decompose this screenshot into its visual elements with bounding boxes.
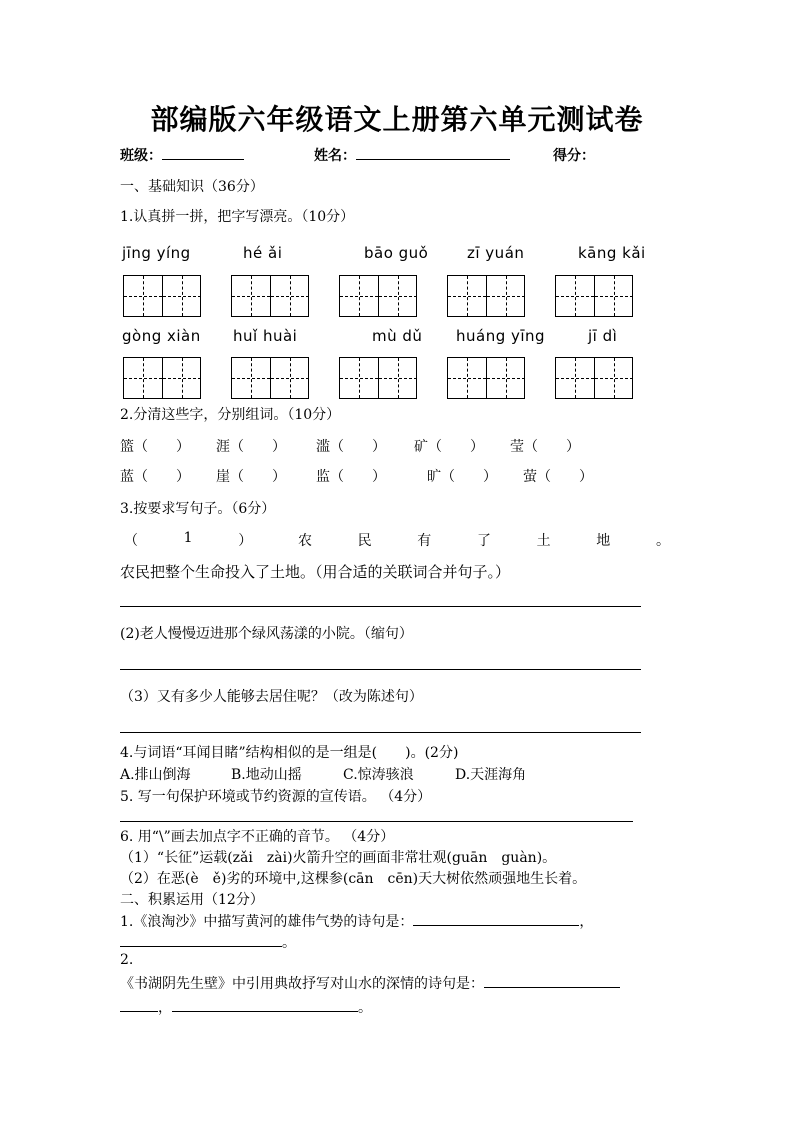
q3-sentence3: （3）又有多少人能够去居住呢？（改为陈述句） bbox=[120, 689, 423, 705]
q4-option: D.天涯海角 bbox=[455, 767, 527, 783]
word-item: 蓝（ ） bbox=[120, 469, 190, 485]
sentence-char: 1 bbox=[183, 530, 193, 546]
answer-line[interactable] bbox=[120, 821, 633, 822]
pinyin-label: huáng yīng bbox=[456, 327, 546, 345]
writing-grid[interactable] bbox=[447, 357, 525, 399]
sentence-char: 民 bbox=[357, 533, 372, 549]
q6-item2: （2）在恶(è ě)劣的环境中,这棵参(cān cēn)天大树依然顽强地生长着。 bbox=[120, 871, 587, 887]
name-label: 姓名： bbox=[314, 148, 356, 164]
sentence-char: 有 bbox=[417, 533, 432, 549]
q3-sentence2: (2)老人慢慢迈进那个绿风荡漾的小院。（缩句） bbox=[120, 626, 413, 642]
writing-grid[interactable] bbox=[231, 357, 309, 399]
s2-q1-prompt: 1.《浪淘沙》中描写黄河的雄伟气势的诗句是： bbox=[120, 914, 414, 930]
sentence-char: ） bbox=[238, 533, 253, 549]
word-item: 矿（ ） bbox=[414, 439, 484, 455]
pinyin-label: gòng xiàn bbox=[122, 327, 201, 345]
answer-line[interactable] bbox=[120, 669, 641, 670]
section1-heading: 一、基础知识（36分） bbox=[120, 179, 264, 195]
page-title: 部编版六年级语文上册第六单元测试卷 bbox=[150, 103, 644, 136]
section2-q1-cont bbox=[120, 932, 296, 952]
q4-prompt: 4.与词语“耳闻目睹”结构相似的是一组是( )。(2分) bbox=[120, 745, 459, 761]
word-item: 篮（ ） bbox=[120, 439, 190, 455]
sentence-char: 。 bbox=[655, 533, 670, 549]
word-item: 滥（ ） bbox=[316, 439, 386, 455]
sentence-char: （ bbox=[124, 533, 138, 549]
word-item: 监（ ） bbox=[316, 469, 386, 485]
section2-q2-cont bbox=[120, 997, 372, 1017]
class-field bbox=[120, 145, 244, 165]
q6-item1: （1）“长征”运载(zǎi zài)火箭升空的画面非常壮观(guān guàn)。 bbox=[120, 850, 557, 866]
word-item: 涯（ ） bbox=[216, 439, 286, 455]
word-item: 崖（ ） bbox=[216, 469, 286, 485]
class-blank[interactable] bbox=[162, 147, 244, 160]
q3-prompt: 3.按要求写句子。（6分） bbox=[120, 501, 276, 517]
q4-option: B.地动山摇 bbox=[231, 767, 302, 783]
word-item: 莹（ ） bbox=[510, 439, 580, 455]
pinyin-label: jīng yíng bbox=[122, 244, 191, 262]
q4-option: A.排山倒海 bbox=[120, 767, 191, 783]
pinyin-label: zī yuán bbox=[467, 244, 525, 262]
pinyin-label: mù dǔ bbox=[372, 327, 423, 345]
section2-q1 bbox=[120, 911, 593, 931]
score-label: 得分： bbox=[553, 148, 595, 164]
s2-q2-comma: ， bbox=[158, 1000, 172, 1016]
q3-sentence1-cont: 农民把整个生命投入了土地。（用合适的关联词合并句子。） bbox=[120, 563, 511, 581]
answer-line[interactable] bbox=[120, 732, 641, 733]
sentence-char: 农 bbox=[297, 533, 312, 549]
q3-sentence1-line bbox=[124, 530, 670, 550]
answer-line[interactable] bbox=[120, 606, 641, 607]
section2-heading: 二、积累运用（12分） bbox=[120, 892, 264, 908]
name-blank[interactable] bbox=[356, 147, 510, 160]
s2-q1-period: 。 bbox=[282, 935, 296, 951]
answer-blank[interactable] bbox=[484, 975, 620, 988]
writing-grid[interactable] bbox=[339, 357, 417, 399]
q5-prompt: 5. 写一句保护环境或节约资源的宣传语。 （4分） bbox=[120, 789, 432, 805]
writing-grid[interactable] bbox=[231, 275, 309, 317]
writing-grid[interactable] bbox=[555, 357, 633, 399]
answer-blank[interactable] bbox=[120, 999, 158, 1012]
writing-grid[interactable] bbox=[123, 275, 201, 317]
pinyin-label: jī dì bbox=[588, 327, 618, 345]
sentence-char: 土 bbox=[536, 533, 551, 549]
sentence-char: 地 bbox=[596, 533, 611, 549]
name-field bbox=[314, 145, 510, 165]
q6-prompt: 6. 用“\”画去加点字不正确的音节。 （4分） bbox=[120, 829, 395, 845]
section2-q2 bbox=[120, 973, 620, 993]
word-item: 萤（ ） bbox=[523, 469, 593, 485]
s2-q2-period: 。 bbox=[358, 1000, 372, 1016]
s2-q2-number: 2. bbox=[120, 952, 134, 968]
q4-option: C.惊涛骇浪 bbox=[343, 767, 414, 783]
pinyin-label: hé ǎi bbox=[243, 244, 283, 262]
word-item: 旷（ ） bbox=[427, 469, 497, 485]
writing-grid[interactable] bbox=[447, 275, 525, 317]
q2-prompt: 2.分清这些字，分别组词。（10分） bbox=[120, 407, 341, 423]
sentence-char: 了 bbox=[476, 533, 491, 549]
s2-q2-prompt: 《书湖阴先生壁》中引用典故抒写对山水的深情的诗句是： bbox=[120, 976, 484, 992]
class-label: 班级： bbox=[120, 148, 162, 164]
q1-prompt: 1.认真拼一拼，把字写漂亮。（10分） bbox=[120, 209, 355, 225]
answer-blank[interactable] bbox=[120, 934, 282, 947]
pinyin-label: kāng kǎi bbox=[578, 244, 646, 262]
writing-grid[interactable] bbox=[339, 275, 417, 317]
answer-blank[interactable] bbox=[172, 999, 358, 1012]
answer-blank[interactable] bbox=[413, 913, 579, 926]
writing-grid[interactable] bbox=[555, 275, 633, 317]
pinyin-label: bāo guǒ bbox=[364, 244, 429, 262]
pinyin-label: huǐ huài bbox=[233, 327, 298, 345]
s2-q1-comma: ， bbox=[579, 914, 594, 930]
writing-grid[interactable] bbox=[123, 357, 201, 399]
